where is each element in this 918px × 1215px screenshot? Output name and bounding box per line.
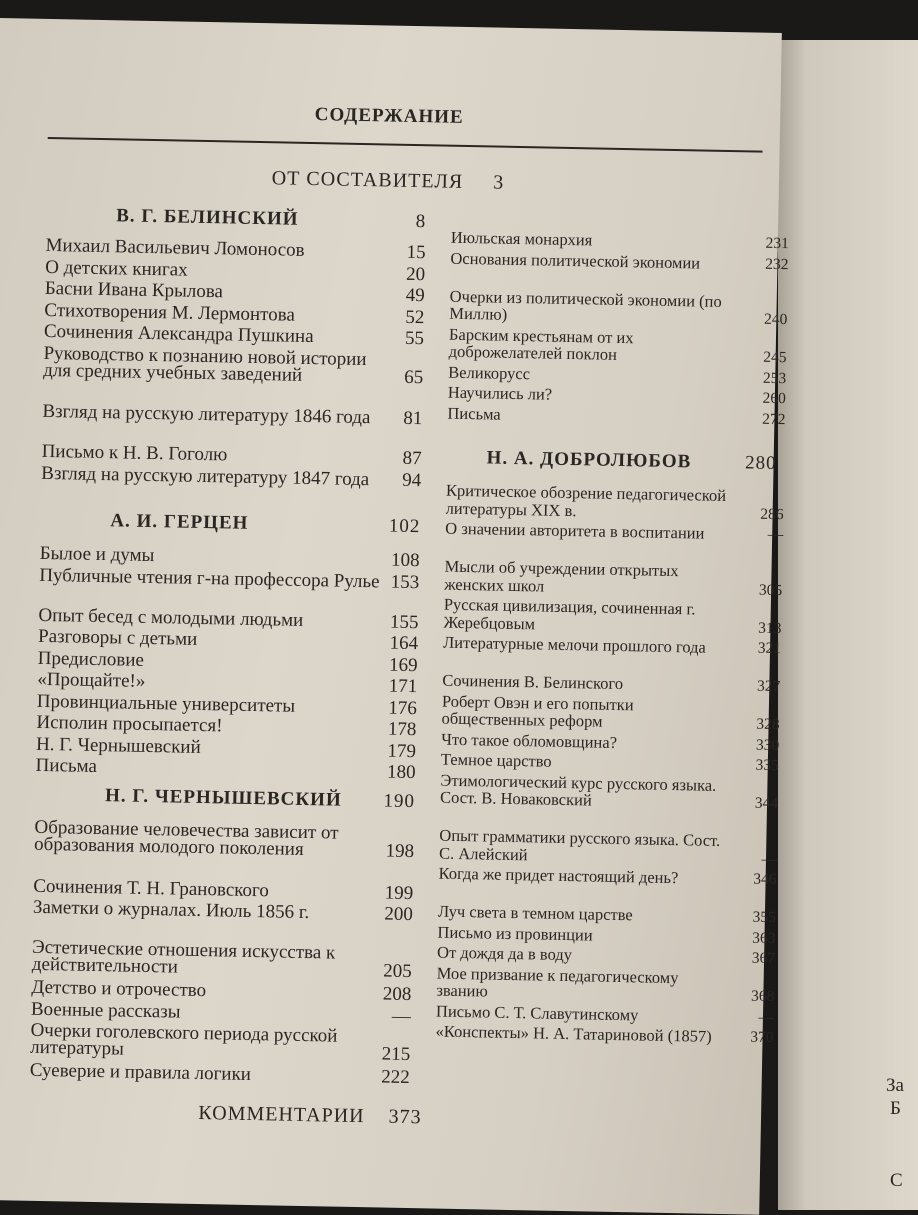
toc-entry-title: Эстетические отношения искусства к действительности <box>31 936 336 978</box>
toc-entry-title: Исполин просыпается! <box>36 711 223 737</box>
author-page-number: 102 <box>388 515 421 538</box>
toc-entry-title: Провинциальные университеты <box>36 690 296 717</box>
toc-entry-title: Этимологический курс русского языка. Сост. В. Новаковский <box>439 770 717 810</box>
toc-entry-title: Военные рассказы <box>30 998 181 1023</box>
toc-entry-page: 253 <box>762 369 787 387</box>
toc-entry-title: Очерки гоголевского периода русской литературы <box>30 1019 338 1060</box>
toc-entry-title: Опыт грамматики русского языка. Сост. С. Алейский <box>438 825 721 864</box>
toc-entry-page: 200 <box>384 903 414 926</box>
toc-entry <box>438 863 777 889</box>
toc-entry-title: Руководство к познанию новой истории для средних учебных заведений <box>43 342 367 386</box>
toc-entry-page: 245 <box>763 348 787 367</box>
toc-entry-title: От дождя да в воду <box>436 942 573 965</box>
toc-entry-title: Мысли об учреждении открытых женских школ <box>444 556 679 596</box>
toc-entry-title: Русская цивилизация, сочиненная г. Жеребцовым <box>443 594 696 633</box>
toc-entry-page: 370 <box>750 1028 774 1047</box>
toc-entry <box>441 691 780 734</box>
toc-entry-page: — <box>758 1008 775 1026</box>
toc-entry <box>39 564 420 593</box>
toc-entry-title: Темное царство <box>440 749 552 771</box>
toc-entry-page: 222 <box>381 1066 410 1089</box>
toc-entry-title: Сочинения Т. Н. Грановского <box>33 875 270 901</box>
toc-entry-title: Июльская монархия <box>450 227 593 250</box>
toc-entry-title: Когда же придет настоящий день? <box>438 863 679 888</box>
toc-entry-page: 286 <box>760 505 784 523</box>
toc-right-column <box>435 27 789 1047</box>
toc-entry-page: 240 <box>763 310 788 329</box>
toc-entry-page: 108 <box>390 549 420 572</box>
author-heading <box>41 509 421 538</box>
toc-entry-title: Сочинения Александра Пушкина <box>43 320 314 348</box>
toc-entry-page: 15 <box>406 241 426 264</box>
toc-entry-page: 368 <box>750 987 775 1006</box>
toc-entry <box>450 248 789 273</box>
toc-entry-title: Разговоры с детьми <box>37 625 198 650</box>
toc-entry-title: О значении авторитета в воспитании <box>445 518 705 543</box>
intro-page: 3 <box>493 171 505 194</box>
comments-title: КОММЕНТАРИИ <box>198 1102 365 1128</box>
toc-entry-title: Письма <box>447 403 501 424</box>
toc-entry-title: Опыт бесед с молодыми людьми <box>38 604 304 631</box>
toc-entry-title: Публичные чтения г-на профессора Рулье <box>39 564 380 592</box>
toc-entry <box>442 632 782 658</box>
toc-entry-page: 205 <box>383 960 412 983</box>
author-heading <box>35 784 416 813</box>
toc-entry-title: Мое призвание к педагогическому званию <box>436 963 679 1001</box>
toc-entry-title: Михаил Васильевич Ломоносов <box>45 234 305 261</box>
toc-entry-page: 344 <box>754 794 779 813</box>
toc-entry <box>445 480 784 523</box>
comments-page: 373 <box>388 1105 422 1129</box>
toc-entry-title: Суеверие и правила логики <box>29 1059 252 1086</box>
toc-entry <box>445 518 784 544</box>
toc-entry <box>435 1021 774 1047</box>
toc-entry <box>33 816 415 863</box>
toc-entry <box>448 324 787 367</box>
toc-entry <box>436 963 775 1006</box>
toc-entry-title: Образование человечества зависит от образования молодого поколения <box>33 816 339 860</box>
toc-entry-title: Письмо из провинции <box>437 922 593 945</box>
facing-page-fragment: За <box>886 1075 904 1096</box>
toc-entry-page: 328 <box>756 715 780 734</box>
toc-entry-page: 155 <box>389 611 419 633</box>
toc-entry-title: Взгляд на русскую литературу 1847 года <box>41 462 370 490</box>
toc-entry-page: 65 <box>403 366 424 388</box>
author-name: В. Г. БЕЛИНСКИЙ <box>116 205 299 230</box>
toc-entry-page: 180 <box>386 761 416 784</box>
toc-entry-title: Н. Г. Чернышевский <box>35 733 201 758</box>
toc-entry-page: 198 <box>385 840 415 863</box>
toc-entry-title: «Прощайте!» <box>37 668 146 692</box>
toc-entry-page: 346 <box>753 870 777 889</box>
toc-entry <box>443 594 782 637</box>
toc-entry-page: 81 <box>403 407 423 430</box>
toc-entry-page: 94 <box>402 469 422 491</box>
comments-line <box>0 1097 701 1135</box>
toc-entry <box>41 462 422 491</box>
toc-entry-title: Детство и отрочество <box>31 976 207 1002</box>
toc-entry-title: Письмо С. Т. Славутинскому <box>435 1001 639 1024</box>
author-heading <box>447 447 777 474</box>
toc-entry <box>29 1059 410 1089</box>
toc-entry <box>42 400 423 430</box>
toc-entry-title: Роберт Овэн и его попытки общественных реформ <box>441 691 634 731</box>
toc-entry <box>43 342 424 388</box>
toc-entry-title: Критическое обозрение педагогической литературы XIX в. <box>445 480 727 520</box>
toc-entry <box>439 770 779 813</box>
toc-entry-page: 153 <box>390 571 420 593</box>
author-page-number: 280 <box>744 452 777 474</box>
toc-entry-title: Научились ли? <box>447 382 553 404</box>
toc-entry-page: 330 <box>755 736 780 754</box>
toc-entry-page: 169 <box>388 654 418 676</box>
toc-entry-title: Взгляд на русскую литературу 1846 года <box>42 400 371 429</box>
toc-entry-page: 164 <box>389 632 419 655</box>
toc-entry-page: 321 <box>757 639 782 658</box>
author-page-number: 8 <box>415 211 427 233</box>
author-name: Н. Г. ЧЕРНЫШЕВСКИЙ <box>104 785 342 811</box>
toc-entry-page: 313 <box>758 619 782 637</box>
facing-page-fragment: Б <box>890 1098 901 1119</box>
toc-entry-page: 55 <box>404 327 425 350</box>
toc-entry-title: Заметки о журналах. Июль 1856 г. <box>32 896 310 924</box>
intro-title: ОТ СОСТАВИТЕЛЯ <box>271 167 464 193</box>
toc-entry-page: 355 <box>752 908 777 927</box>
author-name: Н. А. ДОБРОЛЮБОВ <box>486 447 692 473</box>
toc-entry-page: — <box>761 850 778 868</box>
toc-entry-page: 49 <box>405 284 425 307</box>
toc-entry <box>449 286 788 329</box>
toc-entry-title: «Конспекты» Н. А. Татариновой (1857) <box>435 1021 712 1046</box>
toc-entry-page: 178 <box>387 718 417 741</box>
toc-entry-page: 367 <box>751 949 776 968</box>
toc-entry-title: Луч света в темном царстве <box>437 901 633 925</box>
toc-entry <box>31 936 413 983</box>
toc-entry-page: 272 <box>762 410 786 428</box>
toc-entry <box>438 825 778 868</box>
toc-entry-page: 232 <box>765 255 789 273</box>
toc-entry-title: Очерки из политической экономии (по Миллю) <box>449 286 722 324</box>
toc-entry-page: 199 <box>384 882 414 904</box>
title-rule <box>48 137 763 153</box>
toc-entry-page: 231 <box>765 234 789 253</box>
toc-entry-page: 176 <box>388 697 418 719</box>
toc-entry-page: 305 <box>758 581 783 599</box>
toc-entry-title: Письмо к Н. В. Гоголю <box>41 440 228 466</box>
toc-entry <box>32 896 414 926</box>
toc-entry-page: 215 <box>381 1043 411 1066</box>
toc-entry-page: 179 <box>387 740 417 762</box>
toc-entry <box>447 403 786 428</box>
intro-line <box>0 162 779 200</box>
toc-entry-title: Великорусс <box>448 362 531 383</box>
toc-entry-title: Сочинения В. Белинского <box>442 670 624 694</box>
page-title: СОДЕРЖАНИЕ <box>314 104 464 128</box>
toc-entry <box>35 754 416 784</box>
toc-entry <box>444 556 783 599</box>
toc-entry-page: 363 <box>752 929 776 947</box>
toc-entry-title: Стихотворения М. Лермонтова <box>44 299 296 326</box>
toc-entry-page: 87 <box>402 447 422 470</box>
toc-entry-title: Основания политической экономии <box>450 248 701 272</box>
toc-entry-page: 208 <box>382 983 412 1006</box>
book-page <box>0 18 789 1215</box>
facing-page-fragment: С <box>890 1170 903 1191</box>
toc-entry-title: Былое и думы <box>39 542 155 567</box>
toc-entry-page: — <box>767 525 784 544</box>
toc-entry-page: 171 <box>388 675 418 698</box>
toc-entry-title: Предисловие <box>37 647 145 671</box>
toc-entry-title: Что такое обломовщина? <box>441 729 618 752</box>
author-page-number: 190 <box>383 790 416 813</box>
author-heading <box>46 204 427 233</box>
toc-entry-title: Литературные мелочи прошлого года <box>442 632 706 657</box>
toc-entry-title: Басни Ивана Крылова <box>44 277 224 303</box>
toc-entry-page: 260 <box>762 389 787 408</box>
toc-entry-title: Барским крестьянам от их доброжелателей поклон <box>448 324 634 364</box>
toc-entry-page: 327 <box>756 677 781 696</box>
author-name: А. И. ГЕРЦЕН <box>110 510 249 534</box>
toc-entry <box>30 1019 411 1066</box>
toc-entry-title: О детских книгах <box>45 256 188 281</box>
toc-entry-page: 335 <box>755 756 779 775</box>
toc-entry-page: 52 <box>405 306 425 328</box>
toc-entry-title: Письма <box>35 754 98 777</box>
toc-entry-page: — <box>391 1005 412 1027</box>
toc-entry-page: 20 <box>405 263 426 285</box>
facing-page <box>778 40 918 1210</box>
